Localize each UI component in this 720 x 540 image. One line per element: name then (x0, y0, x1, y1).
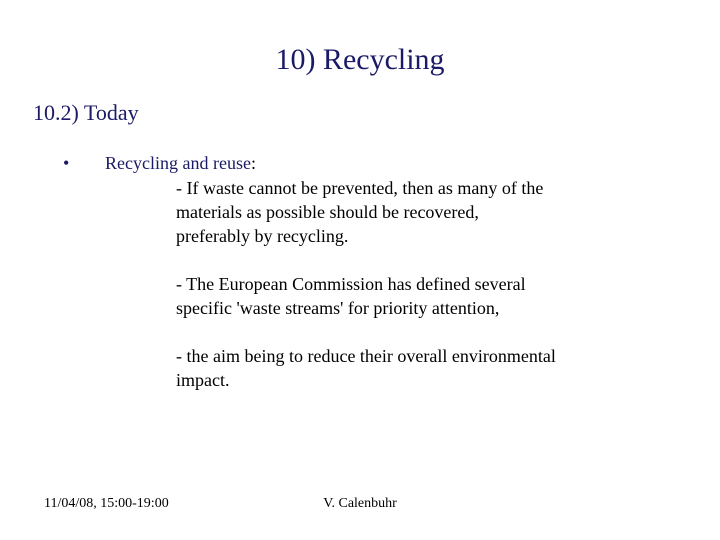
paragraph-aim (176, 344, 676, 392)
paragraph-line: specific 'waste streams' for priority attention, (176, 298, 500, 318)
paragraph-line: materials as possible should be recovered, (176, 202, 479, 222)
footer-author: V. Calenbuhr (323, 496, 397, 511)
footer-date: 11/04/08, 15:00-19:00 (44, 496, 169, 511)
section-heading: 10.2) Today (33, 100, 139, 125)
paragraph-line: preferably by recycling. (176, 226, 349, 246)
bullet-item (0, 151, 720, 175)
paragraph-line: - The European Commission has defined several (176, 274, 526, 294)
paragraph-line: impact. (176, 370, 230, 390)
paragraph-line: - If waste cannot be prevented, then as many of the (176, 178, 544, 198)
bullet-symbol: • (63, 153, 70, 173)
paragraph-recovery (176, 176, 676, 248)
bullet-heading (105, 151, 256, 175)
slide-title: 10) Recycling (275, 43, 445, 76)
bullet-colon: : (250, 153, 256, 173)
paragraph-line: - the aim being to reduce their overall environmental (176, 346, 556, 366)
bullet-lead-text: Recycling and reuse (105, 153, 251, 173)
paragraph-waste-streams (176, 272, 676, 320)
